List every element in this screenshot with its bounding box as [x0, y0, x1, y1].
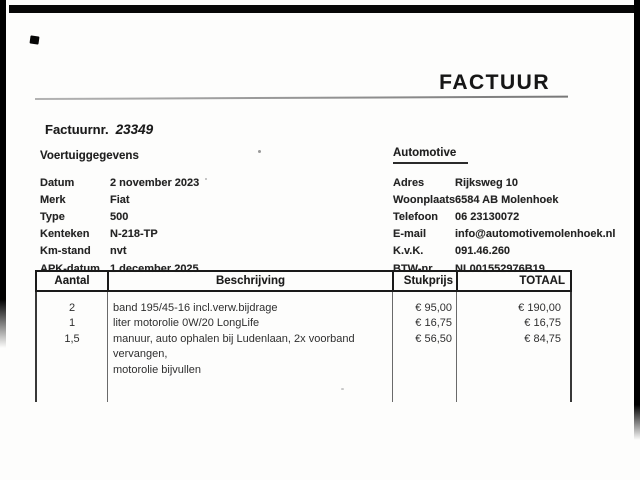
field-row-type: [40, 208, 199, 225]
field-row-datum: [40, 174, 199, 191]
vehicle-fields-block: [40, 174, 199, 277]
table-cell-unit-price: € 16,75: [415, 317, 452, 330]
unit-price-column: [392, 292, 456, 402]
field-value: NL001552976B19: [455, 262, 545, 275]
total-column: [456, 292, 570, 402]
title-divider-rule: [35, 96, 568, 100]
table-cell-description-continued: motorolie bijvullen: [113, 363, 202, 376]
table-cell-unit-price: € 95,00: [415, 302, 452, 314]
field-label: Telefoon: [393, 210, 439, 223]
table-cell-description: band 195/45-16 incl.verw.bijdrage: [113, 302, 278, 314]
field-value: Fiat: [110, 193, 130, 206]
table-cell-qty: 1,5: [64, 332, 80, 345]
quantity-column: [37, 292, 107, 402]
table-cell-unit-price: € 56,50: [415, 332, 452, 345]
supplier-name: Automotive: [393, 147, 468, 164]
field-row-email: [393, 226, 615, 243]
field-row-woonplaats: [393, 191, 615, 208]
table-cell-qty: 1: [68, 317, 76, 330]
table-cell-total: € 190,00: [518, 302, 561, 314]
table-cell-qty: 2: [68, 302, 76, 314]
column-header-beschrijving: Beschrijving: [107, 272, 392, 290]
document-title: FACTUUR: [439, 71, 550, 94]
field-value: info@automotivemolenhoek.nl: [455, 228, 616, 241]
field-value: Rijksweg 10: [455, 176, 518, 189]
field-label: Datum: [40, 176, 75, 189]
field-value: 091.46.260: [455, 245, 511, 258]
items-table-body: [35, 292, 572, 402]
scan-edge-right-bar: [634, 0, 640, 440]
scan-edge-top-bar: [9, 5, 640, 13]
field-row-telefoon: [393, 208, 615, 225]
field-label: Adres: [393, 176, 425, 189]
field-label: Woonplaats: [393, 193, 456, 206]
field-row-kvk: [393, 243, 615, 260]
column-header-stukprijs: Stukprijs: [392, 272, 456, 290]
field-label: Merk: [40, 193, 66, 206]
field-label: K.v.K.: [393, 245, 424, 258]
column-header-totaal: TOTAAL: [456, 272, 570, 290]
scan-edge-left-bar: [0, 0, 6, 348]
field-value: nvt: [110, 245, 127, 258]
field-row-merk: [40, 191, 199, 208]
table-cell-description: manuur, auto ophalen bij Ludenlaan, 2x voorband vervangen,: [113, 332, 355, 361]
field-value: 06 23130072: [455, 210, 520, 223]
table-cell-total: € 16,75: [524, 317, 561, 330]
field-row-kmstand: [40, 243, 199, 260]
scan-blob-artifact: [29, 35, 39, 44]
invoice-number-value: 23349: [115, 122, 154, 137]
table-cell-description: liter motorolie 0W/20 LongLife: [113, 317, 260, 330]
field-value: 1 december 2025: [110, 262, 199, 275]
invoice-number-line: [45, 122, 153, 137]
table-cell-total: € 84,75: [524, 332, 561, 345]
field-value: 6584 AB Molenhoek: [455, 193, 559, 206]
field-label: E-mail: [393, 228, 427, 241]
field-label: Type: [40, 210, 65, 223]
field-value: 2 november 2023: [110, 176, 200, 189]
column-header-aantal: Aantal: [54, 275, 90, 287]
supplier-fields-block: [393, 174, 615, 277]
field-value: N-218-TP: [110, 228, 158, 241]
invoice-number-label: Factuurnr.: [45, 122, 109, 137]
items-table: [35, 270, 572, 402]
field-label: Km-stand: [40, 245, 91, 258]
scan-speck: [258, 150, 261, 153]
vehicle-section-title: Voertuiggegevens: [40, 150, 139, 162]
field-label: BTW-nr: [393, 262, 433, 275]
field-row-kenteken: [40, 226, 199, 243]
field-label: APK-datum: [40, 262, 100, 275]
scan-speck: [205, 178, 207, 180]
description-column: [107, 292, 392, 402]
field-value: 500: [110, 210, 129, 223]
field-label: Kenteken: [40, 228, 90, 241]
field-row-adres: [393, 174, 615, 191]
items-table-header: [35, 270, 572, 292]
